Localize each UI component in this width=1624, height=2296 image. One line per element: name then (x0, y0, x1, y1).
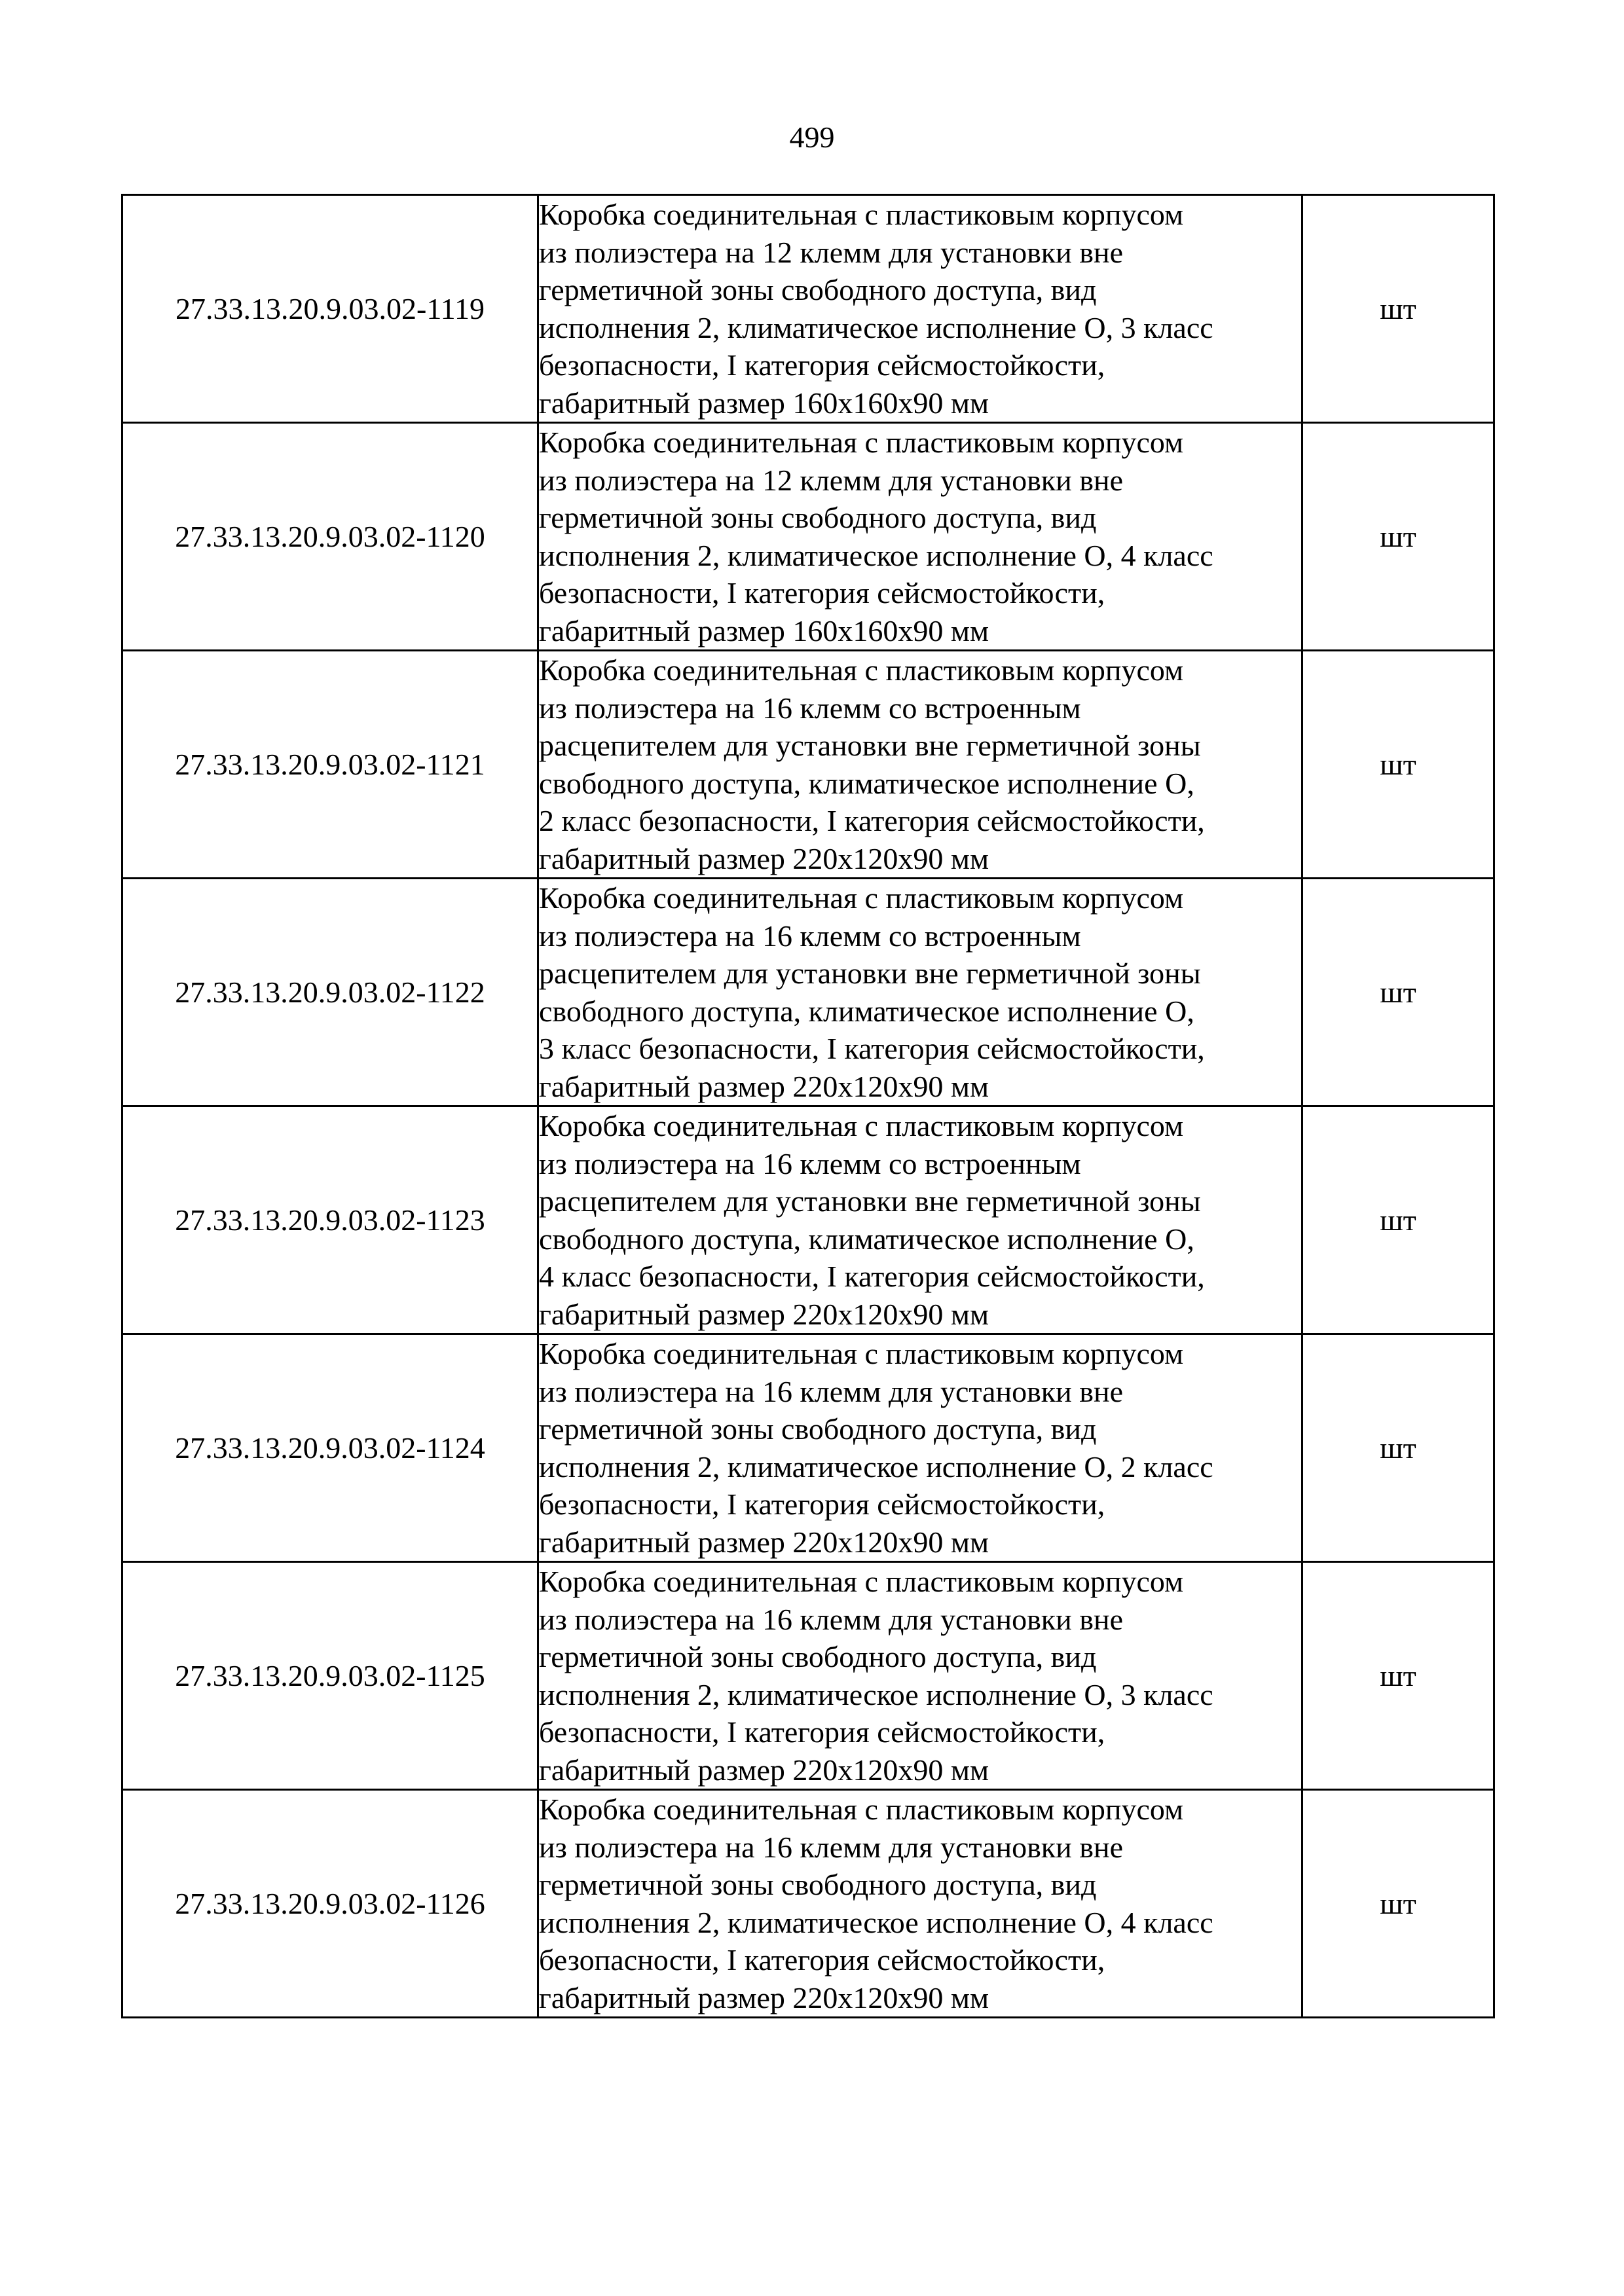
code-cell: 27.33.13.20.9.03.02-1126 (122, 1790, 538, 2018)
description-cell (538, 1106, 1302, 1334)
description-line: герметичной зоны свободного доступа, вид (539, 1640, 1097, 1673)
table-row (122, 1562, 1494, 1790)
description-cell (538, 195, 1302, 423)
table-row (122, 651, 1494, 879)
description-line: из полиэстера на 16 клемм со встроенным (539, 919, 1081, 953)
description-line: габаритный размер 160x160x90 мм (539, 386, 989, 420)
description-line: герметичной зоны свободного доступа, вид (539, 501, 1097, 534)
table-row (122, 1106, 1494, 1334)
description-line: свободного доступа, климатическое исполнение О, (539, 994, 1194, 1028)
description-line: Коробка соединительная с пластиковым корпусом (539, 653, 1184, 687)
unit-cell: шт (1302, 879, 1494, 1106)
description-line: из полиэстера на 16 клемм для установки вне (539, 1830, 1124, 1864)
description-line: габаритный размер 220x120x90 мм (539, 1297, 989, 1331)
description-cell (538, 1562, 1302, 1790)
description-line: безопасности, I категория сейсмостойкости, (539, 1715, 1105, 1749)
table-row (122, 879, 1494, 1106)
unit-cell: шт (1302, 1790, 1494, 2018)
description-line: герметичной зоны свободного доступа, вид (539, 1868, 1097, 1901)
unit-cell: шт (1302, 1562, 1494, 1790)
code-cell: 27.33.13.20.9.03.02-1122 (122, 879, 538, 1106)
unit-cell: шт (1302, 195, 1494, 423)
unit-cell: шт (1302, 423, 1494, 651)
description-line: габаритный размер 220x120x90 мм (539, 1980, 989, 2014)
unit-cell: шт (1302, 1106, 1494, 1334)
description-cell (538, 423, 1302, 651)
description-line: исполнения 2, климатическое исполнение О, 2 класс (539, 1449, 1213, 1484)
table-row (122, 1334, 1494, 1562)
description-line: свободного доступа, климатическое исполнение О, (539, 766, 1194, 800)
description-line: Коробка соединительная с пластиковым корпусом (539, 1337, 1184, 1370)
description-line: безопасности, I категория сейсмостойкости, (539, 576, 1105, 610)
description-line: исполнения 2, климатическое исполнение О, 4 класс (539, 1905, 1213, 1939)
description-line: габаритный размер 220x120x90 мм (539, 841, 989, 875)
description-line: расцепителем для установки вне герметичной зоны (539, 729, 1201, 762)
description-line: 3 класс безопасности, I категория сейсмостойкости, (539, 1032, 1205, 1065)
description-line: расцепителем для установки вне герметичной зоны (539, 1184, 1201, 1218)
description-line: габаритный размер 220x120x90 мм (539, 1069, 989, 1103)
description-line: Коробка соединительная с пластиковым корпусом (539, 198, 1184, 231)
description-line: габаритный размер 220x120x90 мм (539, 1525, 989, 1559)
description-line: из полиэстера на 16 клемм со встроенным (539, 691, 1081, 725)
table-row (122, 1790, 1494, 2018)
description-cell (538, 1334, 1302, 1562)
unit-cell: шт (1302, 1334, 1494, 1562)
description-line: из полиэстера на 16 клемм со встроенным (539, 1146, 1081, 1180)
description-line: габаритный размер 160x160x90 мм (539, 613, 989, 647)
page-number: 499 (789, 120, 835, 154)
code-cell: 27.33.13.20.9.03.02-1119 (122, 195, 538, 423)
description-line: Коробка соединительная с пластиковым корпусом (539, 1565, 1184, 1598)
description-line: расцепителем для установки вне герметичной зоны (539, 957, 1201, 990)
description-line: из полиэстера на 12 клемм для установки вне (539, 235, 1124, 269)
code-cell: 27.33.13.20.9.03.02-1121 (122, 651, 538, 879)
description-line: Коробка соединительная с пластиковым корпусом (539, 426, 1184, 459)
description-line: безопасности, I категория сейсмостойкости, (539, 1487, 1105, 1521)
description-cell (538, 879, 1302, 1106)
code-cell: 27.33.13.20.9.03.02-1123 (122, 1106, 538, 1334)
description-line: из полиэстера на 16 клемм для установки вне (539, 1374, 1124, 1408)
description-line: безопасности, I категория сейсмостойкости, (539, 348, 1105, 382)
code-cell: 27.33.13.20.9.03.02-1125 (122, 1562, 538, 1790)
description-line: безопасности, I категория сейсмостойкости, (539, 1943, 1105, 1977)
description-line: герметичной зоны свободного доступа, вид (539, 273, 1097, 306)
description-line: исполнения 2, климатическое исполнение О, 3 класс (539, 1677, 1213, 1711)
description-cell (538, 1790, 1302, 2018)
table-row (122, 195, 1494, 423)
description-line: 4 класс безопасности, I категория сейсмостойкости, (539, 1260, 1205, 1293)
code-cell: 27.33.13.20.9.03.02-1120 (122, 423, 538, 651)
description-cell (538, 651, 1302, 879)
description-line: из полиэстера на 16 клемм для установки вне (539, 1602, 1124, 1636)
description-line: исполнения 2, климатическое исполнение О, 3 класс (539, 310, 1213, 344)
description-line: исполнения 2, климатическое исполнение О, 4 класс (539, 538, 1213, 572)
description-line: Коробка соединительная с пластиковым корпусом (539, 1109, 1184, 1142)
description-line: герметичной зоны свободного доступа, вид (539, 1412, 1097, 1446)
code-cell: 27.33.13.20.9.03.02-1124 (122, 1334, 538, 1562)
description-line: из полиэстера на 12 клемм для установки вне (539, 463, 1124, 497)
description-line: 2 класс безопасности, I категория сейсмостойкости, (539, 804, 1205, 837)
classifier-table-body (122, 195, 1494, 2018)
description-line: габаритный размер 220x120x90 мм (539, 1753, 989, 1787)
description-line: свободного доступа, климатическое исполнение О, (539, 1222, 1194, 1256)
description-line: Коробка соединительная с пластиковым корпусом (539, 1793, 1184, 1826)
description-line: Коробка соединительная с пластиковым корпусом (539, 881, 1184, 915)
table-row (122, 423, 1494, 651)
classifier-table (121, 194, 1495, 2018)
unit-cell: шт (1302, 651, 1494, 879)
